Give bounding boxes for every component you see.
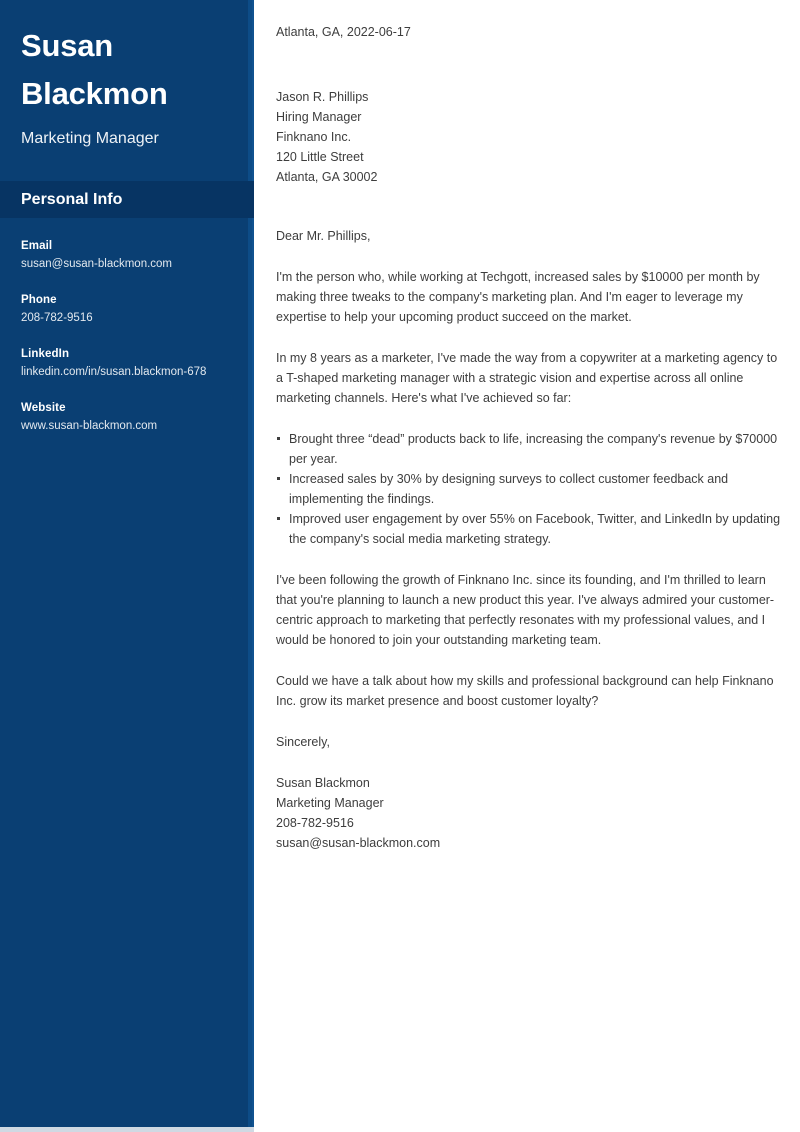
- signature-block: [276, 773, 782, 853]
- applicant-name-block: [21, 22, 236, 151]
- achievement-text: Increased sales by 30% by designing surveys to collect customer feedback and implementing the findings.: [289, 472, 729, 506]
- recipient-title: Hiring Manager: [276, 110, 362, 124]
- list-item: [276, 469, 782, 509]
- applicant-job-title: Marketing Manager: [21, 130, 159, 147]
- signature-phone: 208-782-9516: [276, 816, 354, 830]
- bullet-icon: [277, 437, 280, 440]
- contact-label-phone: Phone: [21, 294, 57, 306]
- bullet-icon: [277, 517, 280, 520]
- achievement-text: Brought three “dead” products back to life, increasing the company's revenue by $70000 per year.: [289, 432, 778, 466]
- personal-info-heading: Personal Info: [21, 191, 123, 208]
- signature-email: susan@susan-blackmon.com: [276, 836, 441, 850]
- contact-label-linkedin: LinkedIn: [21, 348, 70, 360]
- recipient-name: Jason R. Phillips: [276, 90, 369, 104]
- contact-value-phone[interactable]: 208-782-9516: [21, 312, 93, 324]
- list-item: [276, 509, 782, 549]
- signature-name: Susan Blackmon: [276, 776, 370, 790]
- contact-item-linkedin: [21, 346, 239, 381]
- contact-value-email[interactable]: susan@susan-blackmon.com: [21, 258, 173, 270]
- letter-body: [276, 0, 782, 853]
- sidebar-seam: [252, 0, 254, 1127]
- sign-off: Sincerely,: [276, 735, 330, 749]
- paragraph-experience: In my 8 years as a marketer, I've made the way from a copywriter at a marketing agency to a T-shaped marketing manager with a strategic vision and expertise across all online marketing channels. Here's what I've achieved so far:: [276, 351, 778, 405]
- page-bottom-edge: [0, 1127, 254, 1132]
- recipient-street: 120 Little Street: [276, 150, 364, 164]
- recipient-city-state-zip: Atlanta, GA 30002: [276, 170, 378, 184]
- paragraph-call-to-action: Could we have a talk about how my skills and professional background can help Finknano Inc. grow its market presence and boost customer loyalty?: [276, 674, 774, 708]
- contact-item-website: [21, 400, 239, 435]
- contact-label-website: Website: [21, 402, 66, 414]
- signature-title: Marketing Manager: [276, 796, 384, 810]
- contact-value-linkedin[interactable]: linkedin.com/in/susan.blackmon-678: [21, 366, 207, 378]
- contact-list: [21, 238, 239, 454]
- achievement-text: Improved user engagement by over 55% on Facebook, Twitter, and LinkedIn by updating the company's social media marketing strategy.: [289, 512, 781, 546]
- paragraph-opening: I'm the person who, while working at Techgott, increased sales by $10000 per month by making three tweaks to the company's marketing plan. And I'm eager to leverage my expertise to help your upcoming product succeed on the market.: [276, 270, 760, 324]
- recipient-company: Finknano Inc.: [276, 130, 352, 144]
- achievements-list: [276, 429, 782, 549]
- applicant-first-name: Susan: [21, 28, 114, 63]
- bullet-icon: [277, 477, 280, 480]
- paragraph-company-admiration: I've been following the growth of Finknano Inc. since its founding, and I'm thrilled to learn that you're planning to launch a new product this year. I've always admired your customer-centric approach to marketing that perfectly resonates with my professional values, and I would be honored to join your outstanding marketing team.: [276, 573, 775, 647]
- sidebar: [0, 0, 254, 1127]
- list-item: [276, 429, 782, 469]
- applicant-last-name: Blackmon: [21, 76, 168, 111]
- contact-value-website[interactable]: www.susan-blackmon.com: [21, 420, 158, 432]
- contact-item-email: [21, 238, 239, 273]
- contact-item-phone: [21, 292, 239, 327]
- letter-date: Atlanta, GA, 2022-06-17: [276, 25, 411, 39]
- salutation: Dear Mr. Phillips,: [276, 229, 371, 243]
- contact-label-email: Email: [21, 240, 53, 252]
- recipient-address-block: [276, 87, 782, 187]
